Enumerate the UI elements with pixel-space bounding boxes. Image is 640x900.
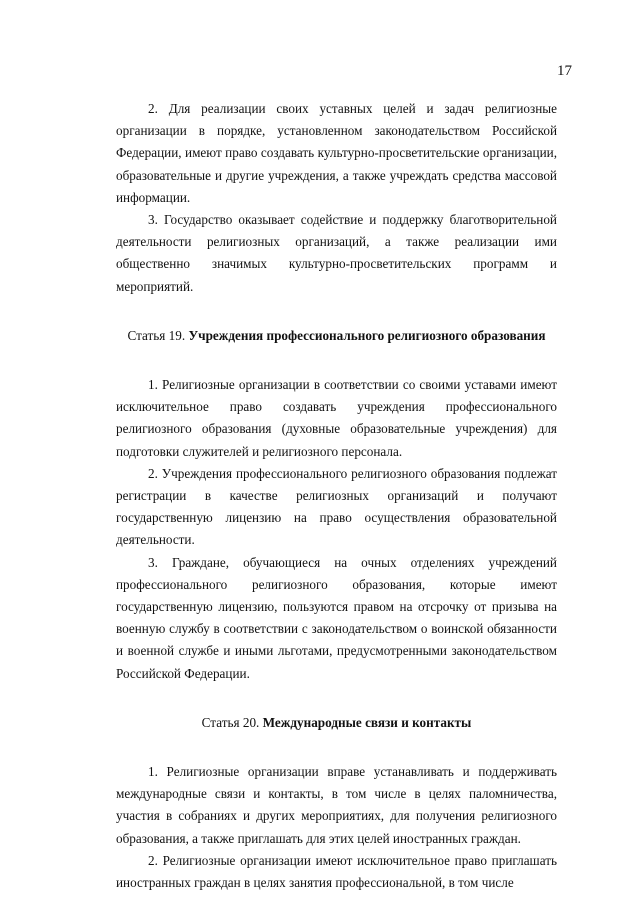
article20-paragraph-2: 2. Религиозные организации имеют исключительное право приглашать иностранных граждан в целях занятия профессиональной, в том числе [116, 852, 557, 891]
article18-paragraph-3: 3. Государство оказывает содействие и поддержку благотворительной деятельности религиозных организаций, а также реализации ими общественно значимых культурно-просветительских программ и мероприятий. [116, 212, 557, 294]
article20-prefix: Статья 20. [201, 714, 260, 730]
spacer [116, 734, 557, 761]
article20-heading [116, 712, 557, 734]
page-number: 17 [557, 63, 572, 79]
spacer [116, 685, 557, 712]
article19-paragraph-3: 3. Граждане, обучающиеся на очных отделениях учреждений профессионального религиозного образования, которые имеют государственную лицензию, пользуются правом на отсрочку от призыва на военную службу в соответствии с законодательством о воинской обязанности и военной службе и иными льготами, предусмотренными законодательством Российской Федерации. [116, 554, 557, 681]
document-body [116, 98, 557, 894]
article19-paragraph-1: 1. Религиозные организации в соответствии со своими уставами имеют исключительное право создавать учреждения профессионального религиозного образования (духовные образовательные учреждения) для подготовки служителей и религиозного персонала. [116, 377, 557, 459]
article19-prefix: Статья 19. [127, 327, 186, 343]
article19-paragraph-2: 2. Учреждения профессионального религиозного образования подлежат регистрации в качестве религиозных организаций и получают государственную лицензию на право осуществления образовательной деятельности. [116, 465, 557, 548]
article19-heading [116, 325, 557, 347]
article20-title: Международные связи и контакты [262, 714, 472, 730]
article19-title: Учреждения профессионального религиозного образования [188, 327, 546, 343]
article18-paragraph-2: 2. Для реализации своих уставных целей и задач религиозные организации в порядке, установленном законодательством Российской Федерации, имеют право создавать культурно-просветительские организации, образовательные и другие учреждения, а также учреждать средства массовой информации. [116, 101, 557, 205]
spacer [116, 347, 557, 374]
spacer [116, 298, 557, 325]
article20-paragraph-1: 1. Религиозные организации вправе устанавливать и поддерживать международные связи и контакты, в том числе в целях паломничества, участия в собраниях и других мероприятиях, для получения религиозного образования, а также приглашать для этих целей иностранных граждан. [116, 764, 557, 846]
